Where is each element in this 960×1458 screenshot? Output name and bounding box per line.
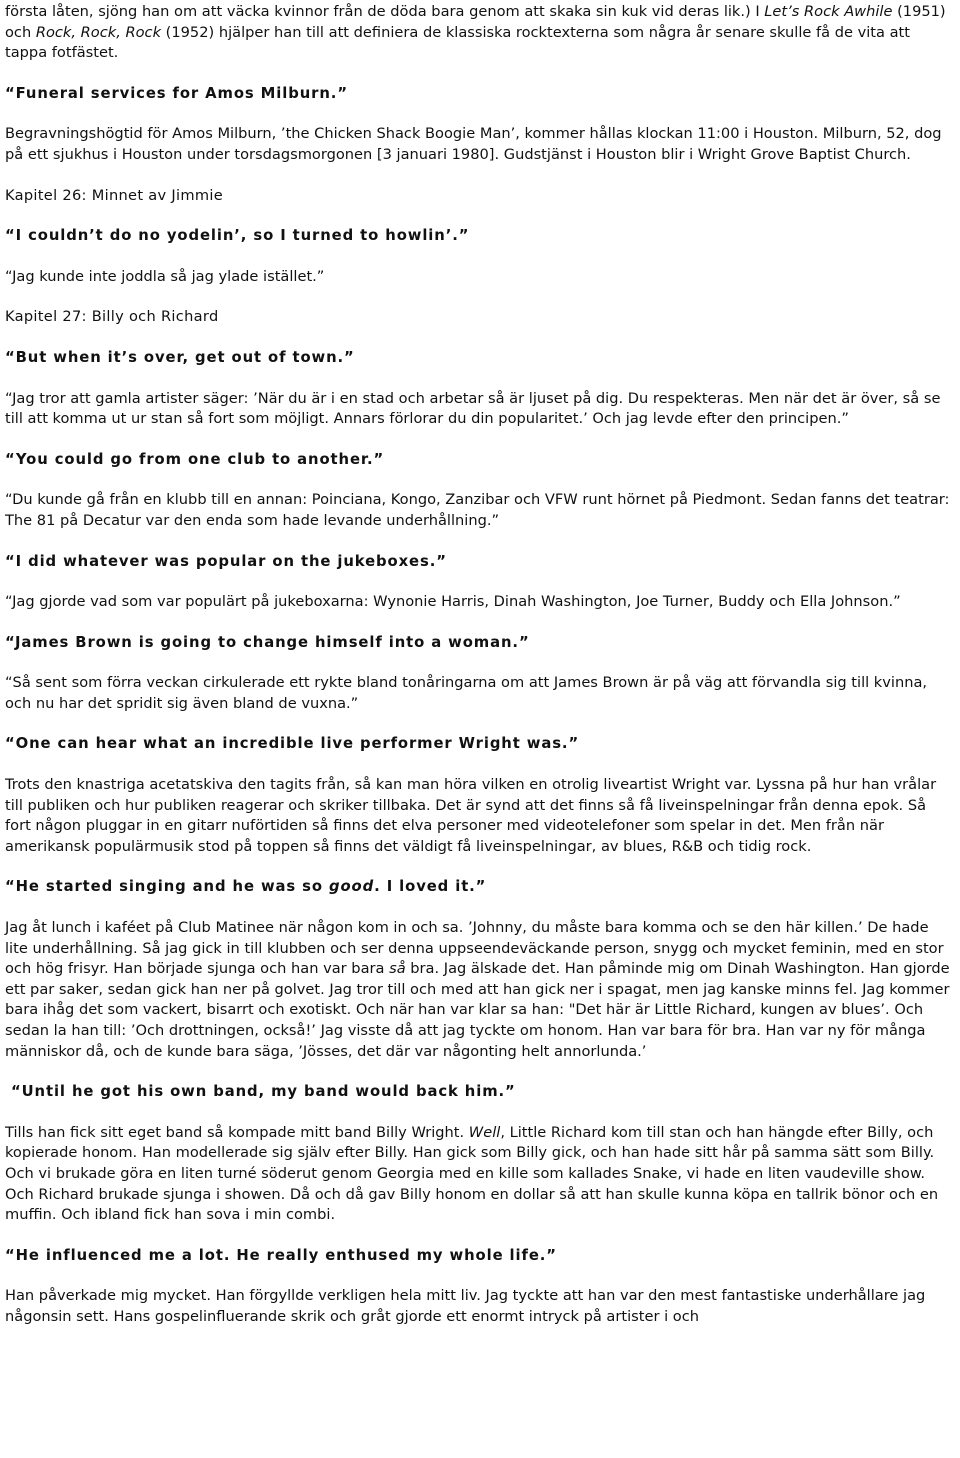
- quote-own-band: “Until he got his own band, my band would back him.”: [11, 1083, 516, 1101]
- chapter-heading-26: Kapitel 26: Minnet av Jimmie: [5, 186, 224, 204]
- spacer: [5, 898, 954, 918]
- song-title-rock-rock-rock: Rock, Rock, Rock: [35, 23, 162, 41]
- paragraph-jukeboxarna: “Jag gjorde vad som var populärt på jukeboxarna: Wynonie Harris, Dinah Washington, Joe Turner, Buddy och Ella Johnson.”: [5, 593, 901, 611]
- paragraph-joddla: “Jag kunde inte joddla så jag ylade istället.”: [5, 267, 325, 285]
- spacer: [5, 1103, 954, 1123]
- spacer: [5, 430, 954, 450]
- spacer: [5, 206, 954, 226]
- quote-one-club-to-another: “You could go from one club to another.”: [5, 450, 385, 468]
- paragraph-emphasis-sa: så: [389, 960, 406, 978]
- paragraph-klubbar: “Du kunde gå från en klubb till en annan: Poinciana, Kongo, Zanzibar och VFW runt hörnet på Piedmont. Sedan fanns det teatrar: The 81 på Decatur var den enda som hade levande underhållning.”: [5, 491, 950, 529]
- spacer: [5, 247, 954, 267]
- spacer: [5, 857, 954, 877]
- quote-funeral-services: “Funeral services for Amos Milburn.”: [5, 84, 348, 102]
- spacer: [5, 287, 954, 307]
- spacer: [5, 470, 954, 490]
- song-title-lets-rock-awhile: Let’s Rock Awhile: [764, 3, 893, 20]
- quote-started-singing-start: “He started singing and he was so: [5, 878, 329, 896]
- quote-live-performer: “One can hear what an incredible live performer Wright was.”: [5, 735, 580, 753]
- quote-get-out-of-town: “But when it’s over, get out of town.”: [5, 348, 355, 366]
- spacer: [5, 1266, 954, 1286]
- paragraph-rykte: “Så sent som förra veckan cirkulerade ett rykte bland tonåringarna om att James Brown är på väg att förvandla sig till kvinna, och nu har det spridit sig även bland de vuxna.”: [5, 674, 928, 712]
- spacer: [5, 572, 954, 592]
- quote-james-brown: “James Brown is going to change himself into a woman.”: [5, 633, 530, 651]
- paragraph-club-matinee-start: Jag åt lunch i kaféet på Club Matinee när någon kom in och sa. ’Johnny, du måste bara komma och se den här killen.’ De hade lite underhållning. Så jag gick in till klubben och ser denna uppseendeväckande person, snygg och mycket feminin, med en stor och hög frisyr. Han började sjunga och han var bara: [5, 919, 944, 978]
- spacer: [5, 1062, 954, 1082]
- spacer: [5, 755, 954, 775]
- paragraph-club-matinee-end: bra. Jag älskade det. Han påminde mig om Dinah Washington. Han gjorde ett par saker, sedan gick han ner på golvet. Jag tror till och med att han gick ner i spagat, men jag kanske minns fel. Jag kommer bara ihåg det som vackert, bisarrt och exotiskt. Och när han var klar sa han: "Det här är Little Richard, kungen av blues’. Och sedan la han till: ’Och drottningen, också!’ Jag visste då att jag tyckte om honom. Han var bara för bra. Han var ny för många människor då, och de kunde bara säga, ’Jösses, det där var någonting helt annorlunda.’: [5, 960, 950, 1060]
- quote-started-singing: [5, 877, 954, 898]
- spacer: [5, 166, 954, 186]
- quote-yodelin: “I couldn’t do no yodelin’, so I turned to howlin’.”: [5, 227, 470, 245]
- paragraph-billy-wright-start: Tills han fick sitt eget band så kompade mitt band Billy Wright.: [5, 1123, 469, 1141]
- spacer: [5, 64, 954, 84]
- spacer: [5, 653, 954, 673]
- quote-jukeboxes: “I did whatever was popular on the jukeboxes.”: [5, 552, 447, 570]
- spacer: [5, 328, 954, 348]
- intro-paragraph: [5, 2, 954, 64]
- intro-text-mid: (1951) och: [5, 3, 946, 41]
- paragraph-gamla-artister: “Jag tror att gamla artister säger: ’När du är i en stad och arbetar så är ljuset på dig. Du respekteras. Men när det är över, så se till att komma ut ur stan så fort som möjligt. Annars förlorar du din popularitet.’ Och jag levde efter den principen.”: [5, 389, 941, 428]
- spacer: [5, 532, 954, 552]
- spacer: [5, 104, 954, 124]
- spacer: [5, 714, 954, 734]
- quote-influenced-me: “He influenced me a lot. He really enthused my whole life.”: [5, 1246, 557, 1264]
- spacer: [5, 613, 954, 633]
- paragraph-paverkade: Han påverkade mig mycket. Han förgyllde verkligen hela mitt liv. Jag tyckte att han var den mest fantastiske underhållare jag någonsin sett. Hans gospelinfluerande skrik och gråt gjorde ett enormt intryck på artister i och: [5, 1287, 926, 1325]
- quote-emphasis-good: good: [329, 878, 375, 896]
- intro-text-start: första låten, sjöng han om att väcka kvinnor från de döda bara genom att skaka sin kuk vid deras lik.) I: [5, 3, 765, 20]
- quote-started-singing-end: . I loved it.”: [374, 878, 487, 896]
- paragraph-emphasis-well: Well: [468, 1123, 501, 1141]
- chapter-heading-27: Kapitel 27: Billy och Richard: [5, 308, 219, 326]
- spacer: [5, 369, 954, 389]
- intro-text-end: (1952) hjälper han till att definiera de klassiska rocktexterna som några år senare skulle få de vita att tappa fotfästet.: [5, 23, 911, 62]
- paragraph-club-matinee: [5, 918, 954, 1062]
- spacer: [5, 1226, 954, 1246]
- paragraph-acetatskiva: Trots den knastriga acetatskiva den tagits från, så kan man höra vilken en otrolig liveartist Wright var. Lyssna på hur han vrålar till publiken och hur publiken reagerar och skriker tillbaka. Det är synd att det finns så få liveinspelningar från denna epok. Så fort någon pluggar in en gitarr nuförtiden så finns det elva personer med videotelefoner som spelar in det. Men från när amerikansk populärmusik stod på toppen så finns det väldigt få liveinspelningar, av blues, R&B och tidig rock.: [5, 776, 937, 855]
- paragraph-billy-wright-end: , Little Richard kom till stan och han hängde efter Billy, och kopierade honom. Han modellerade sig själv efter Billy. Han gick som Billy gick, och han hade sitt hår på samma sätt som Billy. Och vi brukade göra en liten turné söderut genom Georgia med en kille som kallades Snake, vi hade en liten vaudeville show. Och Richard brukade sjunga i showen. Då och då gav Billy honom en dollar så att han skulle kunna köpa en tallrik bönor och en muffin. Och ibland fick han sova i min combi.: [5, 1123, 939, 1224]
- paragraph-begravning: Begravningshögtid för Amos Milburn, ’the Chicken Shack Boogie Man’, kommer hållas klockan 11:00 i Houston. Milburn, 52, dog på ett sjukhus i Houston under torsdagsmorgonen [3 januari 1980]. Gudstjänst i Houston blir i Wright Grove Baptist Church.: [5, 125, 942, 163]
- paragraph-billy-wright: [5, 1123, 954, 1226]
